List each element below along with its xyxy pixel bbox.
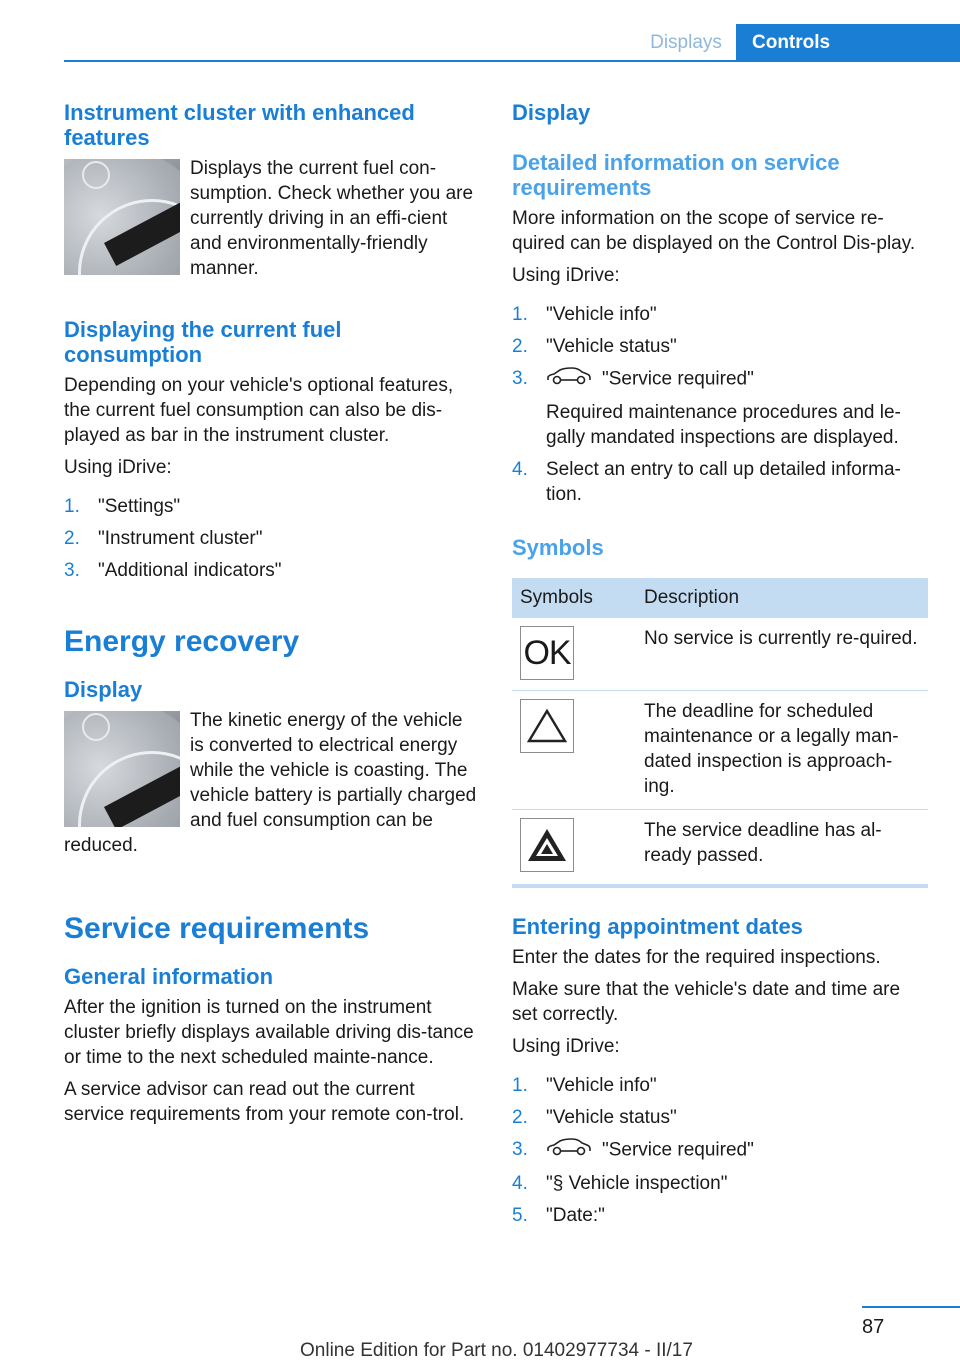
edition-text: Online Edition for Part no. 01402977734 - II/17	[300, 1340, 693, 1361]
energy-recovery-text: The kinetic energy of the vehicle is converted to electrical energy while the vehicle is coasting. The vehicle battery is partially charged and fuel consumption can be reduced.	[64, 710, 477, 856]
fuel-consumption-text: Depending on your vehicle's optional features, the current fuel consumption can also be dis-played as bar in the instrument cluster.	[64, 375, 454, 446]
triangle-outline-icon	[520, 699, 574, 753]
ok-symbol: OK	[520, 626, 574, 680]
description-column-header: Description	[636, 578, 928, 618]
detailed-info-text: More information on the scope of service re-quired can be displayed on the Control Dis-play.	[512, 208, 916, 254]
display-heading: Display	[512, 100, 591, 125]
detailed-info-heading: Detailed information on service requirements	[512, 150, 840, 200]
fuel-consumption-heading: Displaying the current fuel consumption	[64, 317, 342, 367]
date-time-text: Make sure that the vehicle's date and time are set correctly.	[512, 979, 901, 1025]
service-requirements-heading: Service requirements	[64, 912, 370, 945]
passed-description: The service deadline has al-ready passed.	[636, 810, 928, 887]
list-item: 1. "Vehicle info"	[512, 304, 657, 325]
tab-controls: Controls	[736, 24, 960, 62]
car-icon	[546, 1137, 592, 1164]
energy-display-heading: Display	[64, 677, 143, 702]
symbols-heading: Symbols	[512, 535, 604, 560]
list-item: 4. Select an entry to call up detailed informa-tion.	[512, 459, 901, 505]
list-item: 3. "Additional indicators"	[64, 560, 282, 581]
table-row	[512, 691, 928, 810]
symbols-column-header: Symbols	[512, 578, 636, 618]
page-number: 87	[862, 1316, 885, 1338]
enhanced-features-heading: Instrument cluster with enhanced features	[64, 100, 415, 150]
list-item: 3. "Service required" Required maintenance procedures and le-gally mandated inspections are displayed.	[512, 366, 928, 450]
triangle-filled-icon	[520, 818, 574, 872]
appointment-dates-heading: Entering appointment dates	[512, 914, 803, 939]
appointment-steps-list	[512, 1073, 928, 1228]
left-column	[64, 100, 480, 1127]
list-item: 5. "Date:"	[512, 1205, 605, 1226]
list-item: 2. "Vehicle status"	[512, 336, 677, 357]
approaching-description: The deadline for scheduled maintenance or a legally man-dated inspection is approach-ing.	[636, 691, 928, 810]
symbols-table	[512, 578, 928, 888]
table-row	[512, 810, 928, 887]
table-row	[512, 618, 928, 691]
list-item: 2. "Vehicle status"	[512, 1107, 677, 1128]
header-rule	[64, 60, 960, 62]
list-item: 1. "Settings"	[64, 496, 181, 517]
enhanced-features-text: Displays the current fuel con-sumption. Check whether you are currently driving in an effi-cient and environmentally-friendly manner.	[190, 158, 474, 279]
general-information-heading: General information	[64, 964, 274, 989]
using-idrive-label-right: Using iDrive:	[512, 265, 620, 286]
step3-description: Required maintenance procedures and le-gally mandated inspections are displayed.	[546, 402, 901, 448]
energy-gauge-image	[64, 711, 180, 827]
energy-recovery-heading: Energy recovery	[64, 625, 300, 658]
ok-description: No service is currently re-quired.	[636, 618, 928, 691]
list-item: 3. "Service required"	[512, 1137, 928, 1164]
right-column	[512, 100, 928, 1235]
fuel-steps-list	[64, 494, 480, 583]
car-icon	[546, 366, 592, 393]
service-steps-list	[512, 302, 928, 507]
appointment-text: Enter the dates for the required inspections.	[512, 947, 881, 968]
general-information-text: After the ignition is turned on the instrument cluster briefly displays available driving dis-tance or time to the next scheduled mainte-nance.	[64, 997, 474, 1068]
tab-displays: Displays	[650, 32, 722, 53]
using-idrive-label-2: Using iDrive:	[512, 1036, 620, 1057]
fuel-gauge-image	[64, 159, 180, 275]
list-item: 2. "Instrument cluster"	[64, 528, 263, 549]
list-item: 4. "§ Vehicle inspection"	[512, 1173, 728, 1194]
service-advisor-text: A service advisor can read out the current service requirements from your remote con-trol.	[64, 1079, 465, 1125]
using-idrive-label: Using iDrive:	[64, 457, 172, 478]
footer-rule	[862, 1306, 960, 1308]
list-item: 1. "Vehicle info"	[512, 1075, 657, 1096]
